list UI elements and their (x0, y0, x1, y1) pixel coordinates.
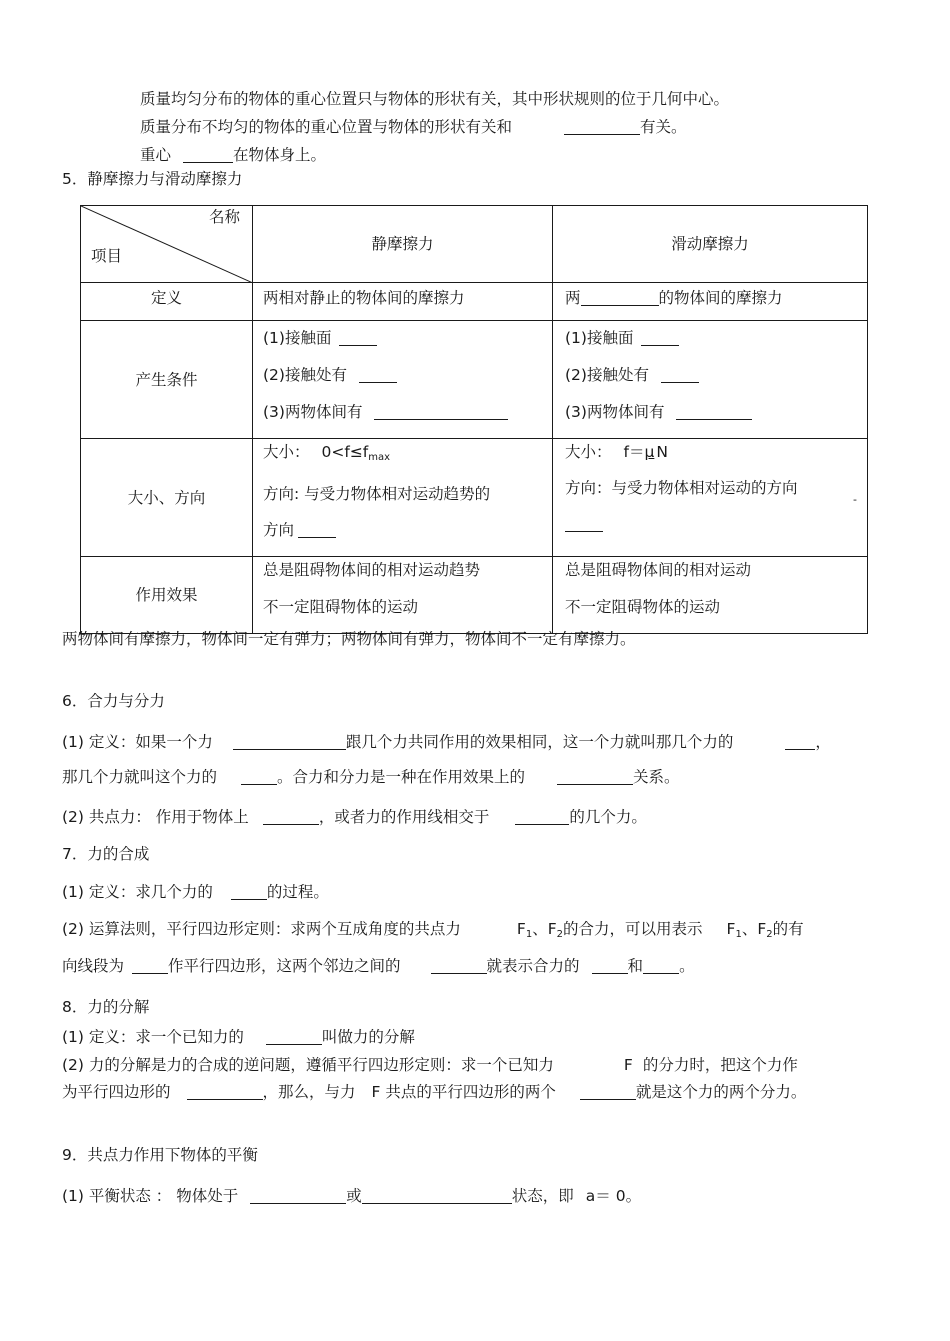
sliding-cond (553, 321, 868, 439)
sliding-def (553, 283, 868, 321)
row-def-label: 定义 (81, 283, 253, 321)
s7-p2-line2: 向线段为 作平行四边形，这两个邻边之间的 就表示合力的 和 。 (62, 957, 695, 975)
intro-line-3-tail: 在物体身上。 (233, 146, 327, 164)
friction-table (80, 205, 868, 634)
blank[interactable] (359, 366, 397, 383)
intro-line-2-text: 质量分布不均匀的物体的重心位置与物体的形状有关和 (140, 118, 513, 136)
blank[interactable] (641, 329, 679, 346)
s9-p1: (1) 平衡状态 ： 物体处于 或 状态，即 a＝ 0。 (62, 1187, 642, 1205)
sliding-cond-2: (2)接触处有 (565, 364, 857, 386)
blank[interactable] (431, 957, 487, 974)
static-cond-1: (1)接触面 (263, 327, 542, 349)
blank[interactable] (362, 1187, 512, 1204)
blank[interactable] (374, 403, 508, 420)
blank[interactable] (661, 366, 699, 383)
blank[interactable] (580, 1083, 636, 1100)
static-dir-line-2: 方向 (263, 519, 542, 541)
blank[interactable] (339, 329, 377, 346)
sliding-def-text: 两 (565, 289, 581, 307)
s7-p2-line1: (2) 运算法则，平行四边形定则：求两个互成角度的共点力 $F_1$、$F_2$的合力，可以用表示 $F_1$、$F_2$的有 (62, 920, 804, 940)
section-6-title: 6．合力与分力 (62, 692, 165, 710)
blank[interactable] (187, 1083, 263, 1100)
sliding-effect-2: 不一定阻碍物体的运动 (565, 598, 721, 616)
sliding-effect-1: 总是阻碍物体间的相对运动 (565, 561, 752, 579)
blank[interactable] (132, 957, 168, 974)
static-size (253, 439, 553, 557)
sliding-def-tail: 的物体间的摩擦力 (658, 289, 783, 307)
section-9-title: 9．共点力作用下物体的平衡 (62, 1146, 258, 1164)
blank[interactable] (785, 733, 815, 750)
sliding-cond-3: (3)两物体间有 (565, 401, 857, 423)
intro-line-3-text: 重心 (140, 146, 172, 164)
static-cond-3: (3)两物体间有 (263, 401, 542, 423)
row-cond-label: 产生条件 (81, 321, 253, 439)
header-item-label: 项目 (91, 247, 123, 265)
sliding-dir-line: 方向：与受力物体相对运动的方向 (565, 479, 798, 497)
blank[interactable] (565, 515, 603, 532)
sliding-size-line: 大小： f＝μ N (565, 443, 668, 461)
blank[interactable] (263, 808, 319, 825)
col-sliding-header: 滑动摩擦力 (553, 206, 868, 283)
section-8-title: 8．力的分解 (62, 998, 150, 1016)
blank[interactable] (266, 1028, 322, 1045)
sliding-dir-line-2 (565, 513, 857, 535)
blank[interactable] (241, 768, 277, 785)
s7-p1: (1) 定义：求几个力的 的过程。 (62, 883, 329, 901)
blank[interactable] (231, 883, 267, 900)
s8-p2-line2: 为平行四边形的 ，那么，与力 F 共点的平行四边形的两个 就是这个力的两个分力。 (62, 1083, 807, 1101)
section-7-title: 7．力的合成 (62, 845, 150, 863)
sliding-size (553, 439, 868, 557)
intro-line-2-tail: 有关。 (640, 118, 687, 136)
intro-line-2 (140, 116, 687, 138)
blank[interactable] (250, 1187, 346, 1204)
row-effect-label: 作用效果 (81, 557, 253, 634)
header-diagonal-cell (81, 206, 253, 283)
blank[interactable] (298, 521, 336, 538)
blank[interactable] (643, 957, 679, 974)
blank[interactable] (515, 808, 569, 825)
intro-line-1: 质量均匀分布的物体的重心位置只与物体的形状有关，其中形状规则的位于几何中心。 (140, 90, 730, 108)
s6-p1-line1: (1) 定义：如果一个力 跟几个力共同作用的效果相同，这一个力就叫那几个力的 ， (62, 733, 831, 751)
blank[interactable] (676, 403, 752, 420)
static-effect (253, 557, 553, 634)
static-def: 两相对静止的物体间的摩擦力 (253, 283, 553, 321)
static-dir-line: 方向: 与受力物体相对运动趋势的 (263, 485, 491, 503)
stray-dash: - (853, 493, 857, 506)
row-size-label: 大小、方向 (81, 439, 253, 557)
blank[interactable] (557, 768, 633, 785)
s8-p2-line1: (2) 力的分解是力的合成的逆问题，遵循平行四边形定则：求一个已知力 F 的分力时，把这个力作 (62, 1056, 798, 1074)
blank[interactable] (233, 733, 346, 750)
col-static-header: 静摩擦力 (253, 206, 553, 283)
header-name-label: 名称 (208, 208, 240, 226)
blank[interactable] (581, 289, 659, 306)
s8-p1: (1) 定义：求一个已知力的 叫做力的分解 (62, 1028, 415, 1046)
blank[interactable] (183, 146, 233, 163)
s6-p1-line2: 那几个力就叫这个力的 。合力和分力是一种在作用效果上的 关系。 (62, 768, 680, 786)
blank[interactable] (564, 118, 640, 135)
blank[interactable] (592, 957, 628, 974)
section-5-title: 5．静摩擦力与滑动摩擦力 (62, 170, 243, 188)
static-size-line: 大小： $0<f\le f_{max}$ (263, 443, 391, 463)
sliding-cond-1: (1)接触面 (565, 327, 857, 349)
static-effect-2: 不一定阻碍物体的运动 (263, 598, 419, 616)
sliding-effect (553, 557, 868, 634)
s6-p2: (2) 共点力： 作用于物体上 ，或者力的作用线相交于 的几个力。 (62, 808, 647, 826)
section-5-note: 两物体间有摩擦力，物体间一定有弹力；两物体间有弹力，物体间不一定有摩擦力。 (62, 630, 636, 648)
static-cond (253, 321, 553, 439)
static-effect-1: 总是阻碍物体间的相对运动趋势 (263, 561, 481, 579)
static-cond-2: (2)接触处有 (263, 364, 542, 386)
intro-line-3 (140, 144, 326, 166)
